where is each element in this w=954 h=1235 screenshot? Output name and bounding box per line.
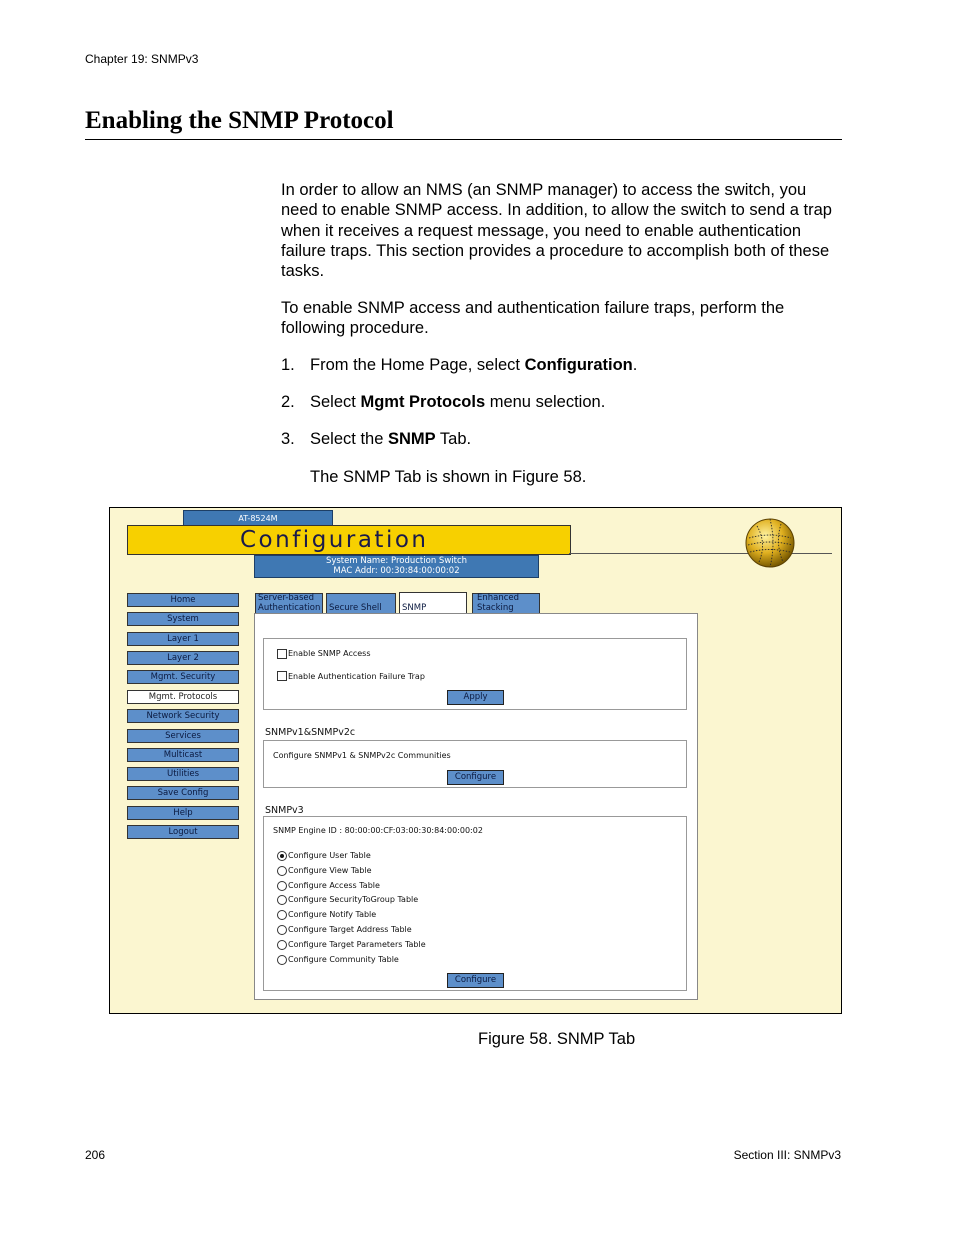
page-number: 206 (85, 1148, 106, 1162)
section-footer: Section III: SNMPv3 (733, 1148, 841, 1162)
globe-logo-icon (745, 518, 795, 568)
figure-caption: Figure 58. SNMP Tab (478, 1030, 636, 1048)
enable-auth-trap-label: Enable Authentication Failure Trap (288, 672, 425, 681)
nav-help[interactable]: Help (127, 806, 239, 820)
figure-reference: The SNMP Tab is shown in Figure 58. (310, 468, 587, 486)
page-title: Enabling the SNMP Protocol (85, 107, 394, 134)
radio-label: Configure View Table (288, 866, 372, 875)
configure-communities-label: Configure SNMPv1 & SNMPv2c Communities (273, 751, 451, 760)
nav-mgmt-security[interactable]: Mgmt. Security (127, 670, 239, 684)
snmpv1v2c-group (263, 740, 687, 788)
apply-button[interactable]: Apply (447, 690, 504, 705)
nav-layer-2[interactable]: Layer 2 (127, 651, 239, 665)
snmp-panel (254, 613, 698, 1000)
step-number: 3. (281, 430, 295, 448)
configuration-title: Configuration (240, 527, 429, 553)
radio-label: Configure Notify Table (288, 910, 377, 919)
radio-access-table[interactable] (277, 881, 287, 891)
nav-network-security[interactable]: Network Security (127, 709, 239, 723)
snmp-access-group (263, 638, 687, 710)
nav-system[interactable]: System (127, 612, 239, 626)
step-number: 1. (281, 356, 295, 374)
snmp-engine-id: SNMP Engine ID : 80:00:00:CF:03:00:30:84:00:00:02 (273, 826, 483, 835)
chapter-header: Chapter 19: SNMPv3 (85, 52, 199, 66)
procedure-paragraph: To enable SNMP access and authentication failure traps, perform the following procedure. (281, 299, 785, 338)
nav-logout[interactable]: Logout (127, 825, 239, 839)
radio-community-table[interactable] (277, 955, 287, 965)
step-text: Select Mgmt Protocols menu selection. (310, 393, 606, 411)
tab-secure-shell[interactable]: Secure Shell (326, 593, 396, 613)
enable-snmp-access-label: Enable SNMP Access (288, 649, 371, 658)
configure-communities-button[interactable]: Configure (447, 770, 504, 785)
nav-utilities[interactable]: Utilities (127, 767, 239, 781)
model-label: AT-8524M (183, 510, 333, 527)
system-info (254, 555, 539, 578)
radio-label: Configure Access Table (288, 881, 380, 890)
snmpv3-group (263, 816, 687, 991)
tab-server-based-authentication[interactable]: Server-based Authentication (255, 593, 323, 613)
enable-auth-trap-checkbox[interactable] (277, 671, 287, 681)
radio-label: Configure Community Table (288, 955, 399, 964)
radio-target-parameters-table[interactable] (277, 940, 287, 950)
tab-enhanced-stacking[interactable]: Enhanced Stacking (472, 593, 540, 613)
intro-paragraph: In order to allow an NMS (an SNMP manager) to access the switch, you need to enable SNMP access. In addition, to allow the switch to send a trap when it receives a request message, you need to enable authentication failure traps. This section provides a procedure to accomplish both of these tasks. (281, 181, 832, 281)
system-name: System Name: Production Switch (325, 556, 468, 566)
nav-multicast[interactable]: Multicast (127, 748, 239, 762)
configure-snmpv3-button[interactable]: Configure (447, 973, 504, 988)
snmpv1v2c-header: SNMPv1&SNMPv2c (265, 727, 356, 738)
nav-mgmt-protocols[interactable]: Mgmt. Protocols (127, 690, 239, 704)
radio-view-table[interactable] (277, 866, 287, 876)
snmp-tab-figure (109, 507, 842, 1014)
radio-user-table[interactable] (277, 851, 287, 861)
radio-label: Configure User Table (288, 851, 371, 860)
radio-label: Configure SecurityToGroup Table (288, 895, 419, 904)
nav-services[interactable]: Services (127, 729, 239, 743)
enable-snmp-access-checkbox[interactable] (277, 649, 287, 659)
mac-address: MAC Addr: 00:30:84:00:00:02 (333, 566, 460, 576)
radio-securitytogroup-table[interactable] (277, 895, 287, 905)
snmpv3-header: SNMPv3 (265, 805, 304, 816)
radio-label: Configure Target Address Table (288, 925, 412, 934)
nav-layer-1[interactable]: Layer 1 (127, 632, 239, 646)
nav-home[interactable]: Home (127, 593, 239, 607)
nav-save-config[interactable]: Save Config (127, 786, 239, 800)
step-number: 2. (281, 393, 295, 411)
title-rule (85, 139, 842, 140)
step-text: Select the SNMP Tab. (310, 430, 472, 448)
step-text: From the Home Page, select Configuration. (310, 356, 638, 374)
radio-target-address-table[interactable] (277, 925, 287, 935)
tab-snmp[interactable]: SNMP (399, 592, 467, 614)
radio-label: Configure Target Parameters Table (288, 940, 426, 949)
radio-notify-table[interactable] (277, 910, 287, 920)
